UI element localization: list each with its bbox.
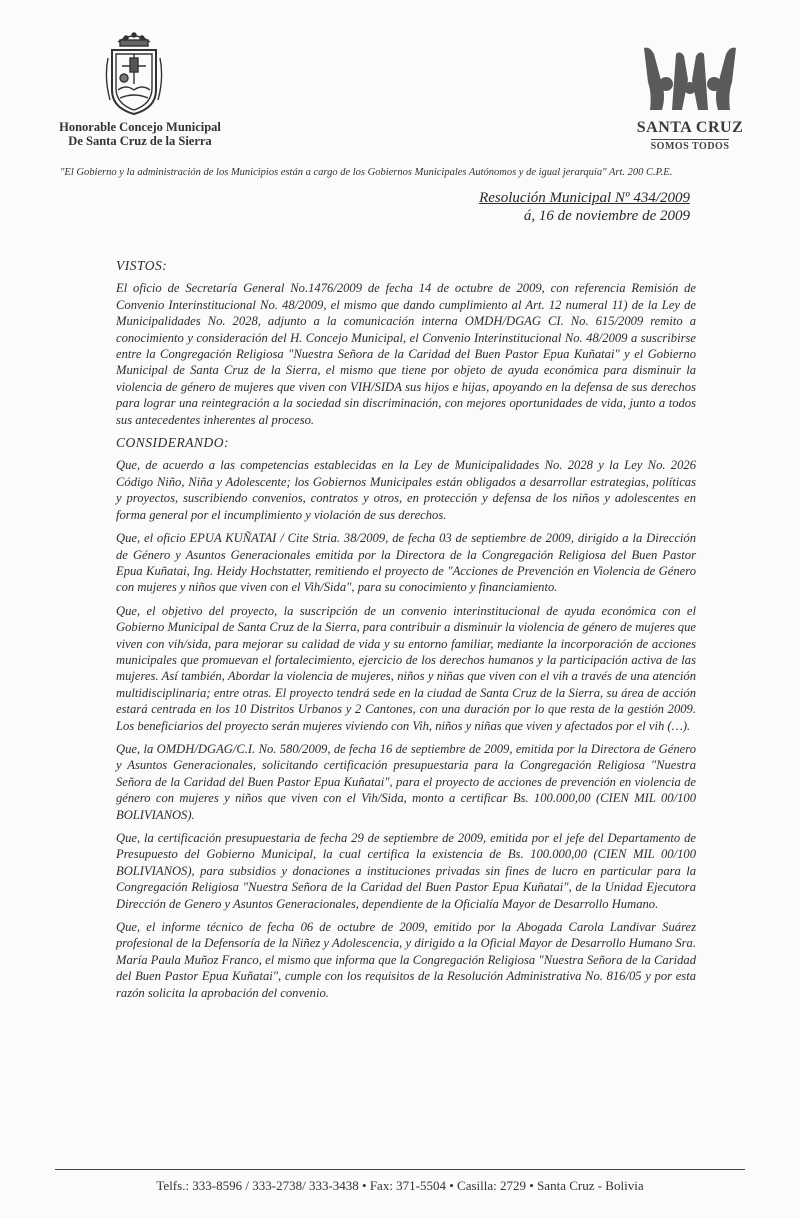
considerando-paragraph: Que, el informe técnico de fecha 06 de octubre de 2009, emitido por la Abogada Carola Landivar Suárez profesional de la Defensoría de la Niñez y Adolescencia, y dirigido a la Oficial Mayor de Desarrollo Humano Sra. María Paula Muñoz Franco, el mismo que informa que la Congregación Religiosa "Nuestra Señora de la Caridad del Buen Pastor Epua Kuñatai", cumple con los requisitos de la Resolución Administrativa No. 816/05 y por esta razón solicita la aprobación del convenio. <box>116 920 696 1000</box>
santa-cruz-brand-logo <box>634 44 746 156</box>
council-name-line1: Honorable Concejo Municipal <box>59 120 221 134</box>
vistos-heading: VISTOS: <box>116 258 168 273</box>
council-name-line2: De Santa Cruz de la Sierra <box>68 134 212 148</box>
document-body <box>116 258 696 1008</box>
considerando-paragraph: Que, el oficio EPUA KUÑATAI / Cite Stria. 38/2009, de fecha 03 de septiembre de 2009, dirigido a la Dirección de Género y Asuntos Generacionales emitida por la Directora de la Congregación Religiosa del Buen Pastor Epua Kuñatai, Ing. Heidy Hochstatter, remitiendo el proyecto de "Acciones de Prevención en Violencia de Género con mujeres y niños que viven con el Vih/Sida", para su conocimiento y financiamiento. <box>116 531 696 595</box>
considerando-paragraph: Que, el objetivo del proyecto, la suscripción de un convenio interinstitucional de ayuda económica con el Gobierno Municipal de Santa Cruz de la Sierra, para contribuir a disminuir la violencia de género de mujeres que viven con vih/sida, para mejorar su calidad de vida y su entorno familiar, mediante la incorporación de acciones municipales que promuevan el fortalecimiento, ejercicio de los derechos humanos y la participación activa de las mujeres. Así también, Abordar la violencia de mujeres, niños y niñas que viven con el vih a través de una atención multidisciplinaria; entre otras. El proyecto tendrá sede en la ciudad de Santa Cruz de la Sierra, su área de acción estará centrada en los 10 Distritos Urbanos y 2 Cantones, con una duración por lo que resta de la gestión 2009. Los beneficiarios del proyecto serán mujeres viviendo con Vih, niños y niñas que viven y afectados por el vih (…). <box>116 603 696 733</box>
considerando-paragraph: Que, la OMDH/DGAG/C.I. No. 580/2009, de fecha 16 de septiembre de 2009, emitida por la Directora de Género y Asuntos Generacionales, solicitando certificación presupuestaria para la Congregación Religiosa "Nuestra Señora de la Caridad del Buen Pastor Epua Kuñatai", para el proyecto de acciones de prevención en violencia de género con mujeres y niños que viven con el Vih/Sida, monto a certificar Bs. 100.000,00 (CIEN MIL 00/100 BOLIVIANOS). <box>116 741 696 822</box>
resolution-number: Resolución Municipal Nº 434/2009 <box>479 190 690 206</box>
resolution-date: á, 16 de noviembre de 2009 <box>523 208 690 224</box>
footer-divider <box>55 1169 745 1170</box>
constitution-quote: "El Gobierno y la administración de los Municipios están a cargo de los Gobiernos Municipales Autónomos y de igual jerarquía" Art. 200 C.P.E. <box>60 167 673 178</box>
considerando-paragraph: Que, la certificación presupuestaria de fecha 29 de septiembre de 2009, emitida por el jefe del Departamento de Presupuesto del Gobierno Municipal, la cual certifica la existencia de Bs. 100.000,00 (CIEN MIL 00/100 BOLIVIANOS), para subsidios y donaciones a instituciones privadas sin fines de lucro en particular para la Congregación Religiosa "Nuestra Señora de la Caridad del Buen Pastor Epua Kuñatai", de la Unidad Ejecutora Dirección de Genero y Asuntos Generacionales, dependiente de la Oficialía Mayor de Desarrollo Humano. <box>116 831 696 911</box>
brand-name: SANTA CRUZ <box>636 119 744 136</box>
considerando-paragraph: Que, de acuerdo a las competencias establecidas en la Ley de Municipalidades No. 2028 y la Ley No. 2026 Código Niño, Niña y Adolescente; los Gobiernos Municipales están obligados a desarrollar estrategias, políticas y proyectos, suscribiendo convenios, contratos y otros, en protección y defensa de los niños y adolescentes en forma general por el incumplimiento y violación de sus derechos. <box>116 458 696 522</box>
footer-contact: Telfs.: 333-8596 / 333-2738/ 333-3438 • Fax: 371-5504 • Casilla: 2729 • Santa Cruz - Bolivia <box>156 1178 644 1193</box>
council-name <box>40 120 240 148</box>
resolution-header <box>479 189 690 225</box>
considerando-heading: CONSIDERANDO: <box>116 435 229 451</box>
vistos-paragraph: El oficio de Secretaría General No.1476/2009 de fecha 14 de octubre de 2009, con referencia Remisión de Convenio Interinstitucional No. 48/2009, el mismo que dando cumplimiento al Art. 12 numeral 11) de la Ley de Municipalidades No. 2028, adjunto a la comunicación interna OMDH/DGAG CI. No. 615/2009 remito a conocimiento y consideración del H. Concejo Municipal, el Convenio Interinstitucional No. 48/2009 a suscribirse entre la Congregación Religiosa "Nuestra Señora de la Caridad del Buen Pastor Epua Kuñatai" y el Gobierno Municipal de Santa Cruz de la Sierra, el mismo que tiene por objeto de ayuda económica para disminuir la violencia de género de mujeres que viven con VIH/SIDA sus hijos e hijas, apoyando en la defensa de sus derechos para lograr una reintegración a la sociedad sin discriminación, con mejores oportunidades de vida, junto a todos sus antecedentes inherentes al proceso. <box>116 281 696 427</box>
coat-of-arms-logo <box>104 28 164 120</box>
raised-hands-icon <box>636 44 744 118</box>
brand-tagline: SOMOS TODOS <box>650 141 730 152</box>
